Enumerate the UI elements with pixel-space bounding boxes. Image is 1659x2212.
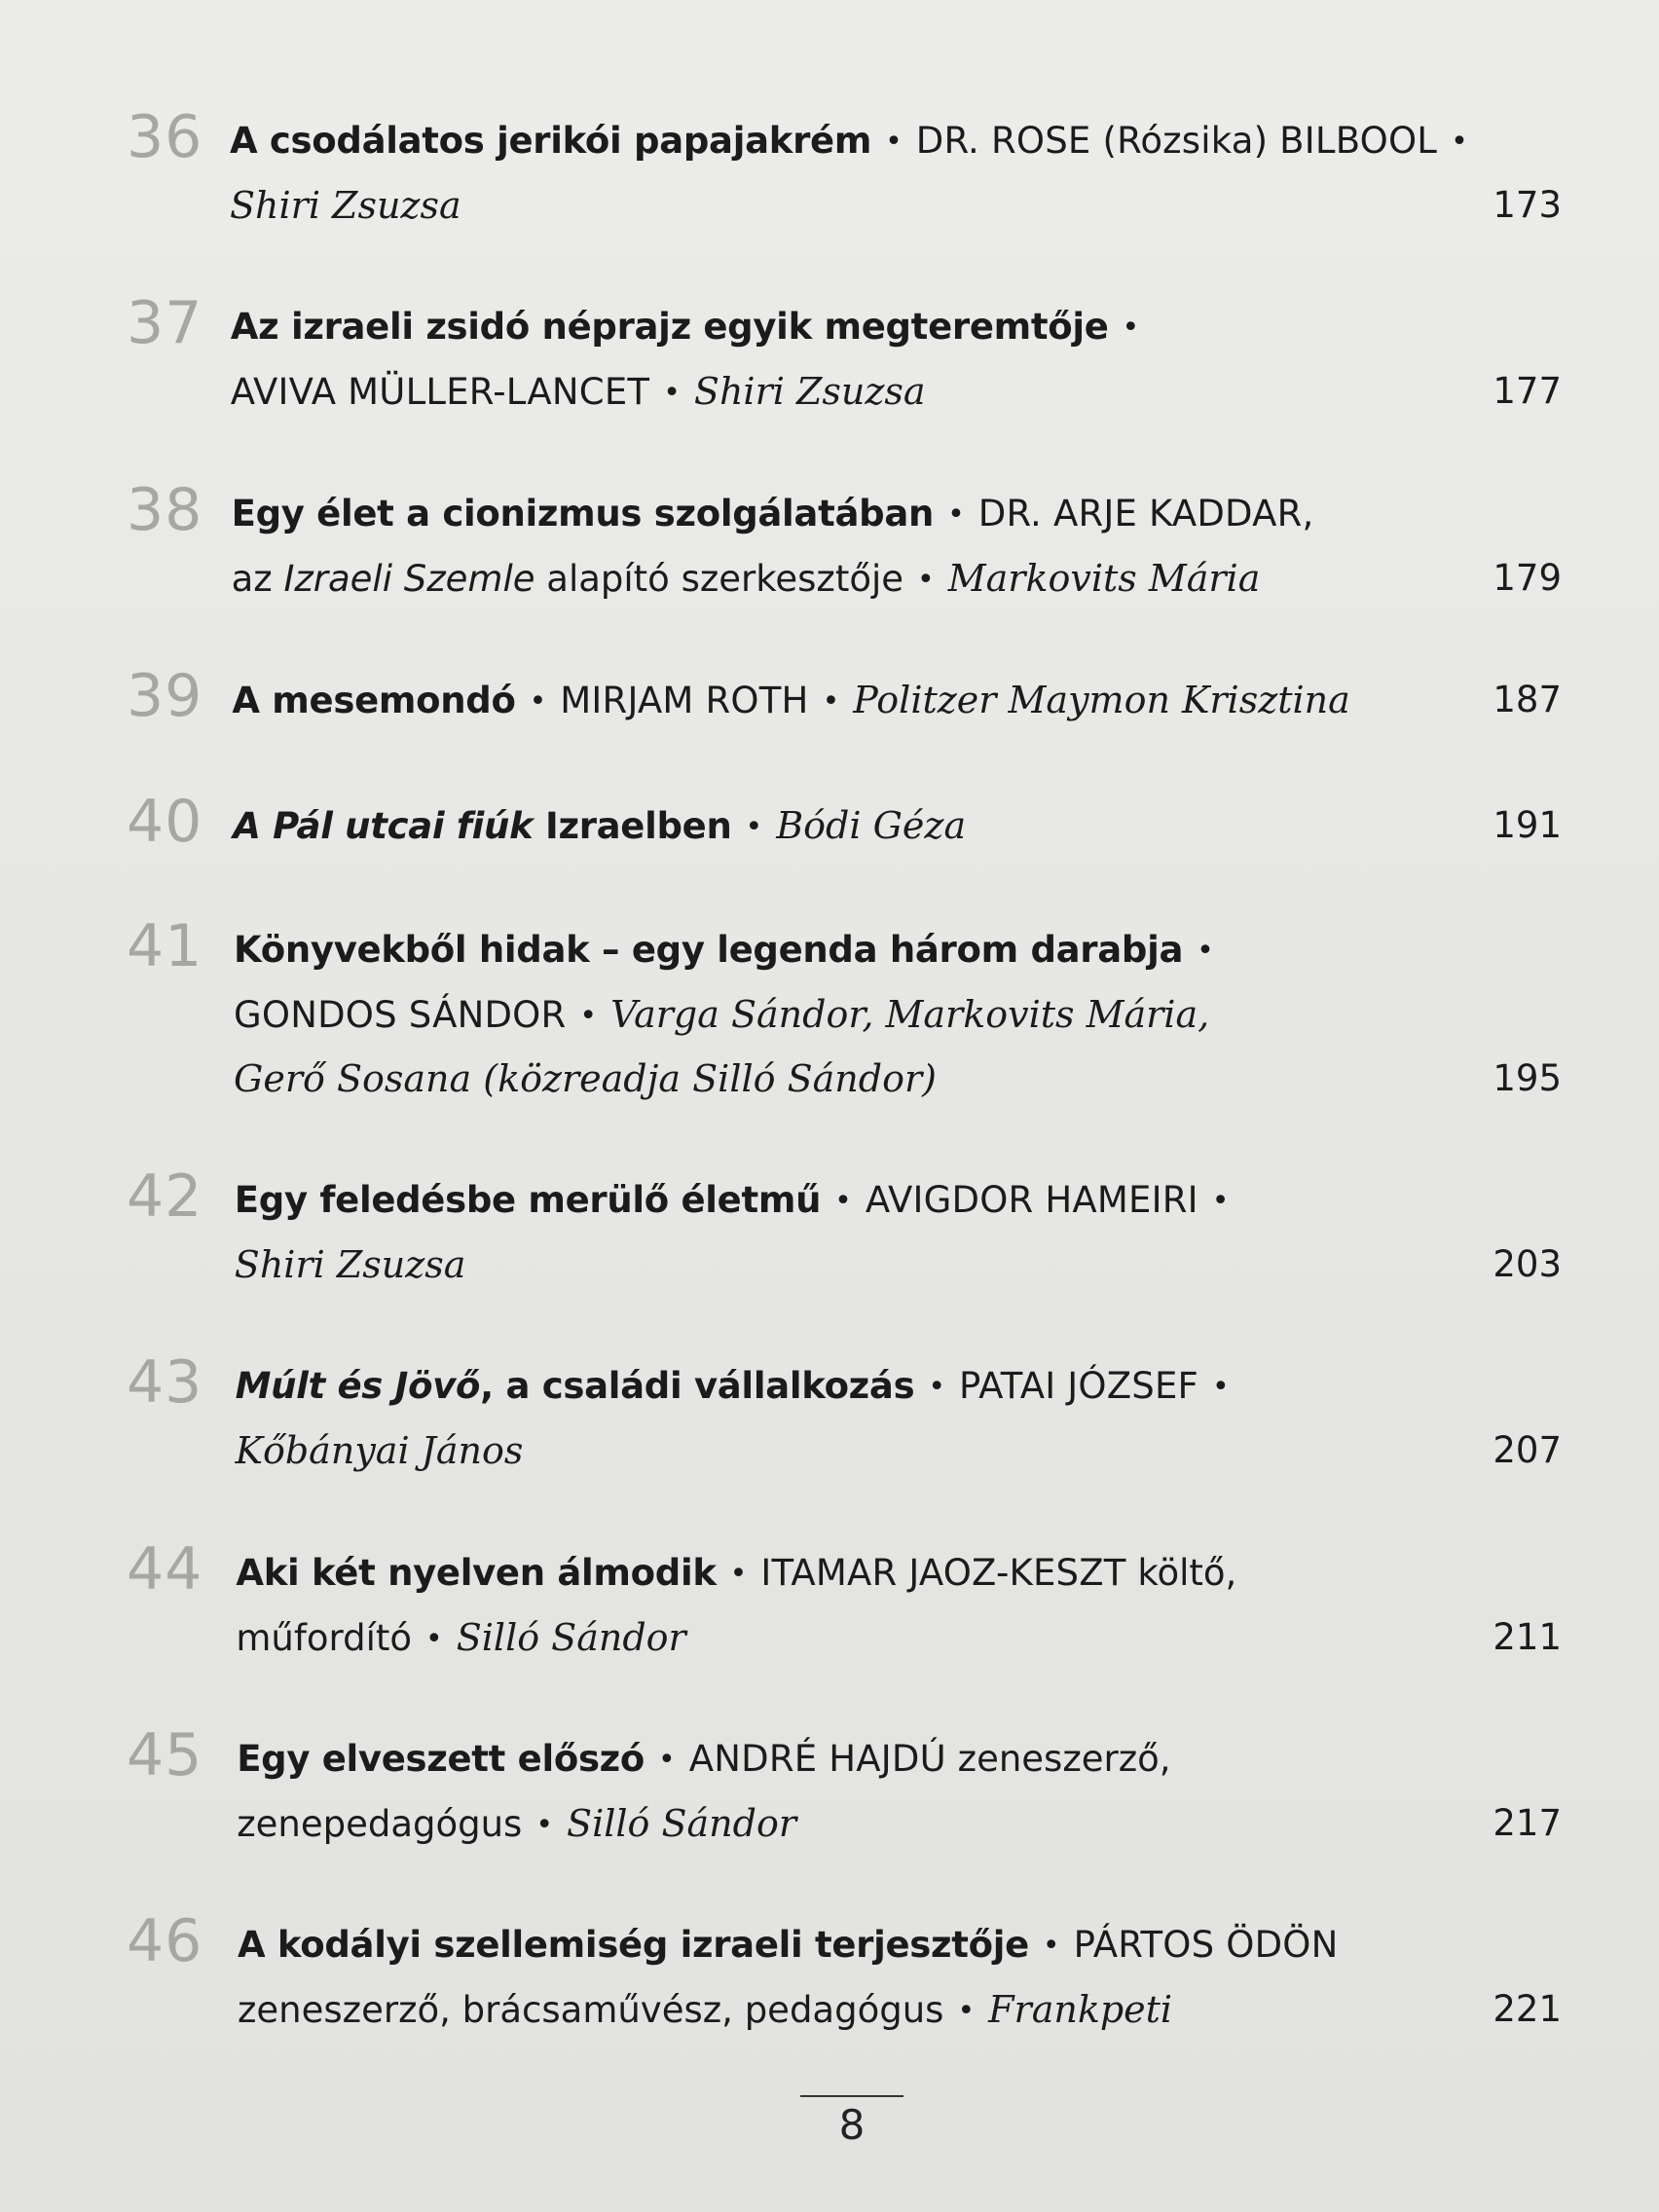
- bullet-separator: •: [1197, 934, 1214, 968]
- bullet-separator: •: [658, 1743, 676, 1777]
- entry-body: [232, 482, 1567, 610]
- entry-line: [238, 1977, 1567, 2042]
- chapter-number: 40: [127, 788, 203, 856]
- footer-page-number: 8: [838, 2101, 866, 2149]
- page-reference: 187: [1493, 679, 1562, 720]
- chapter-number: 36: [127, 103, 203, 171]
- entry-line: [234, 982, 1567, 1047]
- chapter-number: 41: [127, 912, 203, 980]
- subject-name: ITAMAR JAOZ-KESZT: [760, 1552, 1126, 1594]
- author-name: Politzer Maymon Krisztina: [853, 679, 1350, 721]
- bullet-separator: •: [529, 684, 547, 719]
- author-name: Varga Sándor, Markovits Mária,: [610, 993, 1210, 1036]
- entry-title: A kodályi szellemiség izraeli terjesztője: [238, 1924, 1029, 1966]
- publication-name: Izraeli Szemle: [283, 558, 535, 600]
- subject-name: GONDOS SÁNDOR: [234, 994, 567, 1036]
- entry-line: [237, 1791, 1567, 1856]
- entry-title: Könyvekből hidak – egy legenda három darabja: [234, 929, 1184, 971]
- chapter-number: 38: [127, 476, 203, 544]
- entry-line: [233, 793, 1567, 858]
- author-name: Bódi Géza: [776, 804, 967, 847]
- entry-line: [230, 109, 1567, 173]
- page-reference: 195: [1493, 1057, 1562, 1099]
- author-name: Shiri Zsuzsa: [234, 1243, 466, 1286]
- chapter-number: 44: [127, 1535, 203, 1604]
- bullet-separator: •: [928, 1370, 946, 1404]
- entry-title: Egy élet a cionizmus szolgálatában: [231, 493, 935, 535]
- author-name: Silló Sándor: [567, 1802, 797, 1845]
- bullet-separator: •: [745, 810, 763, 844]
- entry-title: Egy feledésbe merülő életmű: [234, 1179, 822, 1221]
- author-name: Gerő Sosana (közreadja Silló Sándor): [234, 1057, 937, 1100]
- description-text: az: [231, 558, 284, 600]
- description-text: zeneszerző, brácsaművész, pedagógus: [238, 1989, 944, 2031]
- entry-body: [230, 109, 1567, 238]
- bullet-separator: •: [957, 1994, 976, 2028]
- author-name: Silló Sándor: [456, 1616, 686, 1659]
- bullet-separator: •: [663, 376, 681, 410]
- subject-name: ANDRÉ HAJDÚ: [688, 1738, 946, 1780]
- page-reference: 191: [1493, 804, 1562, 846]
- chapter-number: 39: [127, 662, 203, 730]
- bullet-separator: •: [822, 684, 840, 719]
- author-name: Kőbányai János: [235, 1429, 524, 1472]
- page-reference: 211: [1493, 1616, 1562, 1658]
- entry-line: [234, 918, 1567, 982]
- entry-body: [231, 295, 1567, 424]
- entry-title: Egy elveszett előszó: [237, 1738, 645, 1780]
- description-text: alapító szerkesztője: [535, 558, 904, 600]
- entry-title: Izraelben: [533, 805, 732, 847]
- chapter-number: 45: [127, 1721, 203, 1789]
- bullet-separator: •: [947, 498, 965, 532]
- entry-line: [236, 1605, 1567, 1670]
- entry-body: [237, 1727, 1567, 1856]
- bullet-separator: •: [729, 1557, 748, 1591]
- entry-line: [236, 1541, 1567, 1605]
- entry-line: [235, 1168, 1567, 1233]
- description-text: zeneszerző,: [945, 1738, 1171, 1780]
- bullet-separator: •: [425, 1622, 443, 1656]
- entry-title-italic: A Pál utcai fiúk: [233, 805, 534, 847]
- page-reference: 221: [1493, 1988, 1562, 2030]
- chapter-number: 37: [127, 289, 203, 357]
- entry-line: [237, 1727, 1567, 1791]
- entry-line: [238, 1913, 1567, 1977]
- entry-title: Aki két nyelven álmodik: [236, 1552, 717, 1594]
- entry-line: [231, 295, 1567, 359]
- entry-line: [230, 173, 1567, 238]
- entry-body: [236, 1541, 1567, 1670]
- entry-line: [235, 1233, 1567, 1297]
- bullet-separator: •: [1211, 1184, 1230, 1218]
- page-reference: 217: [1493, 1802, 1562, 1844]
- author-name: Shiri Zsuzsa: [693, 370, 926, 413]
- entry-title-italic: Múlt és Jövő: [235, 1365, 481, 1407]
- page-reference: 173: [1493, 184, 1562, 226]
- entry-body: [232, 668, 1567, 732]
- entry-title: A csodálatos jerikói papajakrém: [230, 120, 872, 162]
- entry-body: [234, 918, 1567, 1111]
- bullet-separator: •: [579, 999, 598, 1033]
- entry-title: Az izraeli zsidó néprajz egyik megteremtője: [230, 306, 1109, 348]
- entry-line: [232, 546, 1567, 610]
- page-reference: 207: [1493, 1429, 1562, 1471]
- entry-line: [234, 1047, 1567, 1111]
- bullet-separator: •: [1451, 125, 1468, 159]
- entry-title: , a családi vállalkozás: [480, 1365, 915, 1407]
- entry-line: [236, 1419, 1567, 1483]
- entry-title: A mesemondó: [232, 680, 516, 721]
- bullet-separator: •: [834, 1184, 852, 1218]
- entry-body: [235, 1168, 1567, 1297]
- subject-name: PÁRTOS ÖDÖN: [1073, 1924, 1339, 1966]
- subject-name: DR. ARJE KADDAR,: [977, 493, 1314, 535]
- bullet-separator: •: [885, 125, 903, 159]
- author-name: Shiri Zsuzsa: [230, 184, 461, 227]
- chapter-number: 42: [127, 1162, 203, 1231]
- page-reference: 177: [1493, 370, 1562, 412]
- description-text: zenepedagógus: [237, 1803, 523, 1845]
- page-reference: 179: [1493, 557, 1562, 599]
- subject-name: DR. ROSE (Rózsika) BILBOOL: [915, 120, 1438, 162]
- page-reference: 203: [1493, 1243, 1562, 1285]
- bullet-separator: •: [1122, 311, 1140, 345]
- chapter-number: 43: [127, 1348, 203, 1417]
- bullet-separator: •: [535, 1808, 554, 1842]
- bullet-separator: •: [917, 563, 935, 597]
- entry-line: [236, 1354, 1567, 1419]
- entry-line: [231, 359, 1567, 424]
- author-name: Frankpeti: [988, 1988, 1173, 2031]
- bullet-separator: •: [1212, 1370, 1230, 1404]
- entry-line: [232, 482, 1567, 546]
- chapter-number: 46: [127, 1907, 203, 1975]
- entry-body: [238, 1913, 1567, 2042]
- subject-name: MIRJAM ROTH: [560, 680, 809, 721]
- description-text: költő,: [1125, 1552, 1237, 1594]
- entry-body: [233, 793, 1567, 858]
- entry-body: [236, 1354, 1567, 1483]
- subject-name: AVIGDOR HAMEIRI: [865, 1179, 1198, 1221]
- author-name: Markovits Mária: [947, 557, 1261, 600]
- description-text: műfordító: [236, 1617, 413, 1659]
- subject-name: AVIVA MÜLLER-LANCET: [230, 371, 650, 413]
- footer-rule: [800, 2095, 903, 2097]
- entry-line: [232, 668, 1567, 732]
- bullet-separator: •: [1042, 1929, 1060, 1963]
- subject-name: PATAI JÓZSEF: [959, 1365, 1199, 1407]
